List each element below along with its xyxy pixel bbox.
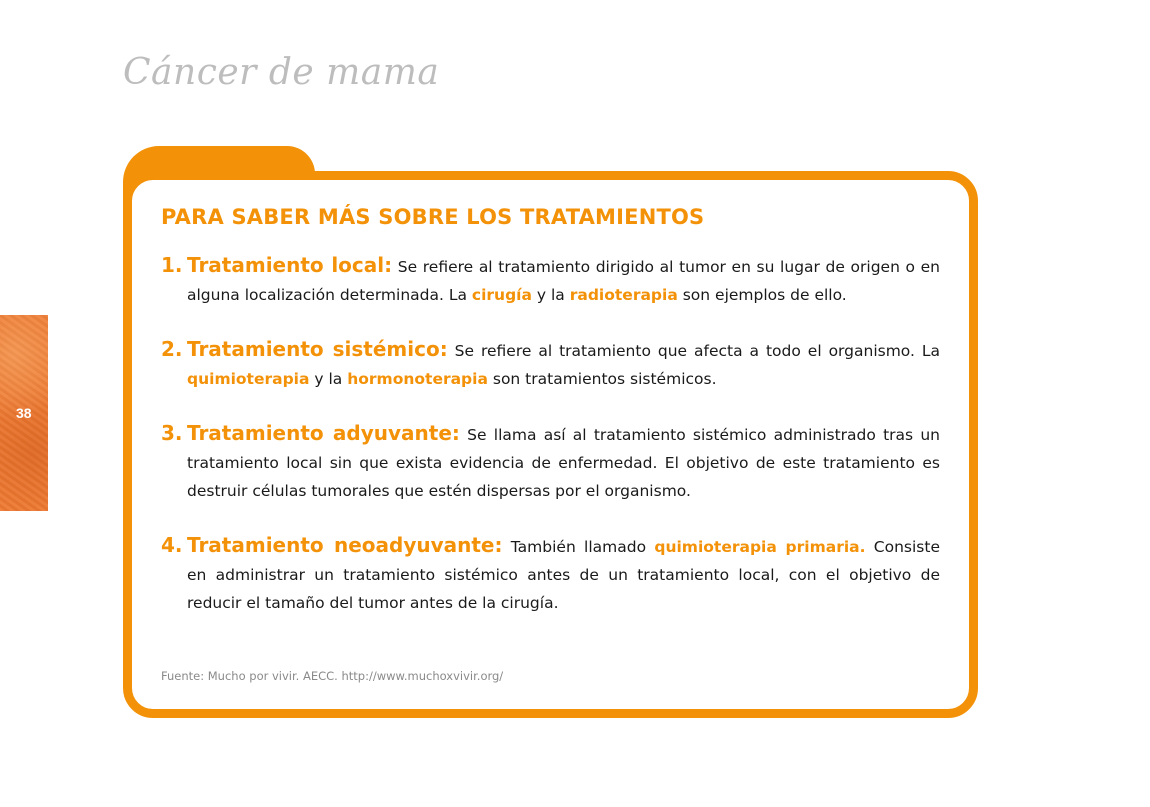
item-term: Tratamiento sistémico: [187,337,448,361]
item-term: Tratamiento neoadyuvante: [187,533,503,557]
highlight-term: quimioterapia primaria. [654,538,866,556]
item-text: Consiste en administrar un tratamiento sistémico antes de un tratamiento local, con el objetivo de reducir el tamaño del tumor antes de la cirugía. [187,538,940,612]
treatment-item-local [161,251,940,309]
page-header-title: Cáncer de mama [123,52,440,93]
item-number: 3. [161,421,183,445]
treatment-item-adjuvant [161,419,940,505]
page-number: 38 [16,405,32,421]
item-text: Se refiere al tratamiento que afecta a todo el organismo. La [447,342,941,360]
highlight-term: radioterapia [569,286,678,304]
item-number: 4. [161,533,183,557]
treatment-item-neoadjuvant [161,531,940,617]
highlight-term: quimioterapia [187,370,310,388]
item-text: Se refiere al tratamiento dirigido al tumor en su lugar de origen o en alguna localización determinada. La [187,258,940,304]
item-term: Tratamiento local: [187,253,393,277]
highlight-term: cirugía [471,286,532,304]
info-box-content [161,205,940,643]
item-text: son ejemplos de ello. [677,286,847,304]
item-text: Se llama así al tratamiento sistémico administrado tras un tratamiento local sin que exista evidencia de enfermedad. El objetivo de este tratamiento es destruir células tumorales que estén dispersas por el organismo. [187,426,940,500]
item-text: También llamado [502,538,655,556]
item-number: 2. [161,337,183,361]
treatment-item-systemic [161,335,940,393]
source-citation: Fuente: Mucho por vivir. AECC. http://www.muchoxvivir.org/ [161,669,504,683]
info-box-heading: PARA SABER MÁS SOBRE LOS TRATAMIENTOS [161,205,705,229]
item-text: y la [309,370,348,388]
item-number: 1. [161,253,183,277]
item-text: y la [531,286,570,304]
item-term: Tratamiento adyuvante: [187,421,460,445]
item-text: son tratamientos sistémicos. [487,370,717,388]
highlight-term: hormonoterapia [347,370,488,388]
